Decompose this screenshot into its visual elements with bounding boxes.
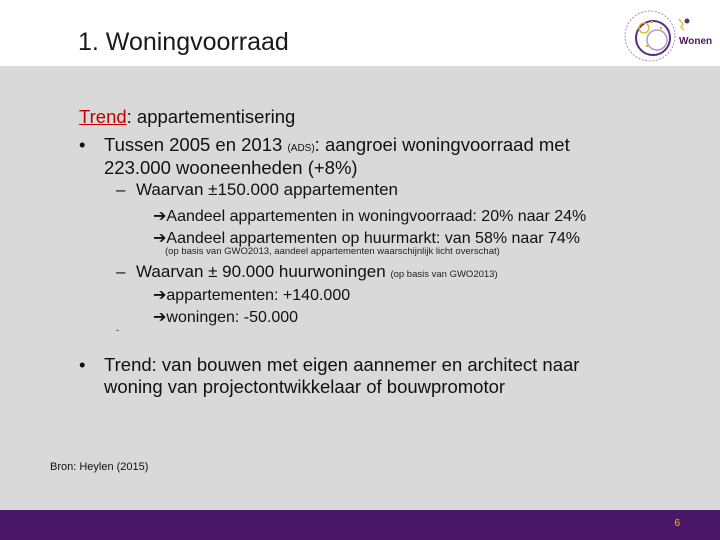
arrow-icon: ➔	[153, 287, 167, 304]
arrow-3-text: appartementen: +140.000	[166, 287, 351, 304]
wonen-logo	[617, 6, 715, 64]
sub-item-1-note: (op basis van GWO2013, aandeel appartementen waarschijnlijk licht overschat)	[165, 246, 500, 257]
bullet-1-line-1	[104, 134, 570, 156]
bullet-1-line-2: 223.000 wooneenheden (+8%)	[104, 157, 358, 178]
arrow-4	[153, 307, 298, 327]
sub-item-2-text: Waarvan ± 90.000 huurwoningen	[136, 262, 386, 281]
source-note: Bron: Heylen (2015)	[50, 461, 149, 473]
bullet-icon: •	[79, 134, 86, 155]
trend-heading-rest: : appartementisering	[126, 106, 296, 127]
stray-dash: -	[116, 325, 120, 336]
arrow-icon: ➔	[153, 208, 167, 225]
slide-title: 1. Woningvoorraad	[78, 28, 289, 56]
arrow-2	[153, 228, 580, 248]
sub-item-2-note: (op basis van GWO2013)	[390, 269, 498, 280]
sub-item-1: Waarvan ±150.000 appartementen	[136, 180, 398, 199]
arrow-icon: ➔	[153, 230, 167, 247]
dash-icon: –	[116, 180, 126, 199]
dash-icon: –	[116, 262, 126, 281]
arrow-2-text: Aandeel appartementen op huurmarkt: van 58% naar 74%	[166, 230, 581, 247]
bullet-2-line-2: woning van projectontwikkelaar of bouwpromotor	[104, 376, 506, 397]
arrow-1	[153, 206, 586, 226]
trend-label: Trend	[79, 106, 127, 127]
footer-bar	[0, 510, 720, 540]
bullet-1-text-post: : aangroei woningvoorraad met	[314, 134, 570, 155]
bullet-2-line-1: Trend: van bouwen met eigen aannemer en architect naar	[104, 354, 580, 375]
bullet-1-subscript: (ADS)	[287, 143, 315, 154]
logo-text: Wonen	[679, 36, 713, 47]
bullet-1-text-pre: Tussen 2005 en 2013	[104, 134, 288, 155]
title-bar	[0, 0, 720, 66]
sub-item-2	[136, 262, 498, 282]
trend-heading	[79, 106, 295, 128]
arrow-1-text: Aandeel appartementen in woningvoorraad: 20% naar 24%	[166, 208, 587, 225]
page-number: 6	[674, 518, 680, 529]
slide-content	[0, 66, 720, 510]
bullet-icon: •	[79, 354, 86, 375]
arrow-3	[153, 285, 350, 305]
arrow-icon: ➔	[153, 309, 167, 326]
arrow-4-text: woningen: -50.000	[166, 309, 299, 326]
